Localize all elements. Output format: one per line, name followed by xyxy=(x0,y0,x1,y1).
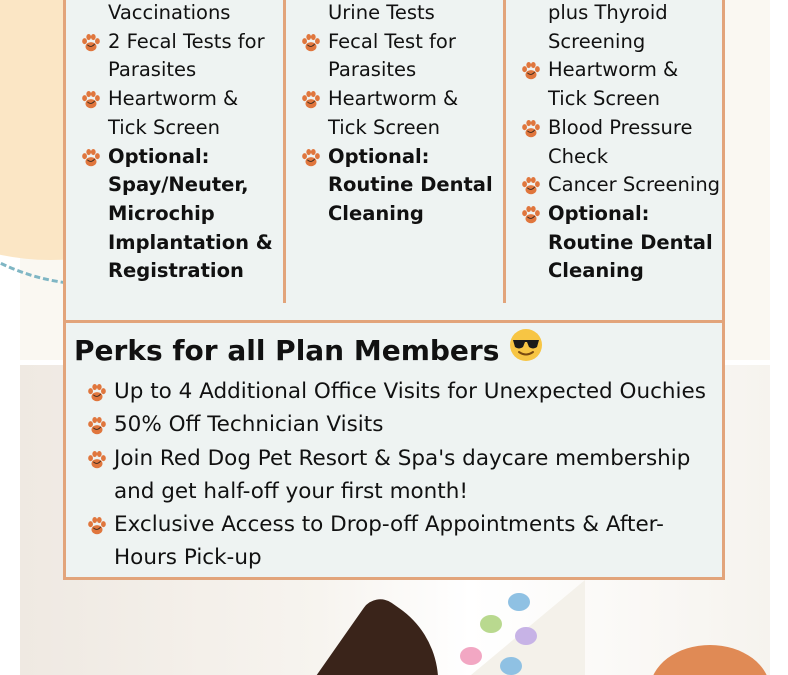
list-item-text: Cleaning xyxy=(548,259,644,283)
list-item xyxy=(74,508,706,541)
hat-dot xyxy=(500,657,522,675)
hat-dot xyxy=(515,627,537,645)
list-item xyxy=(518,200,720,229)
list-item xyxy=(518,0,720,28)
list-item-text: Routine Dental xyxy=(548,230,713,254)
perks-list xyxy=(74,375,706,575)
plan-column-2 xyxy=(286,0,506,303)
plan-column-3 xyxy=(506,0,722,303)
list-item-text: Registration xyxy=(108,259,244,283)
list-item xyxy=(518,28,720,57)
list-item-text: Heartworm & xyxy=(548,58,679,82)
list-item-text: Implantation & xyxy=(108,230,273,254)
list-item-text: Spay/Neuter, xyxy=(108,173,249,197)
list-item xyxy=(78,0,273,28)
list-item-text: and get half-off your first month! xyxy=(114,478,468,504)
list-item-text: Cancer Screening xyxy=(548,173,721,197)
list-item xyxy=(518,56,720,85)
list-item-text: Microchip xyxy=(108,201,215,225)
plan-feature-list xyxy=(298,0,493,229)
list-item-text: Parasites xyxy=(108,58,197,82)
hat-dot xyxy=(508,593,530,611)
list-item-text: Optional: xyxy=(548,201,650,225)
list-item xyxy=(78,85,273,114)
plan-column-1 xyxy=(66,0,286,303)
perks-section xyxy=(74,328,706,575)
list-item xyxy=(518,114,720,143)
list-item xyxy=(78,200,273,229)
sunglasses-smiley-icon xyxy=(509,328,543,373)
list-item-text: Urine Tests xyxy=(328,1,435,24)
list-item xyxy=(78,28,273,57)
list-item-text: Cleaning xyxy=(328,201,424,225)
list-item xyxy=(518,143,720,172)
plan-feature-list xyxy=(518,0,720,286)
list-item-text: Join Red Dog Pet Resort & Spa's daycare membership xyxy=(114,445,691,471)
hat-dot xyxy=(460,647,482,665)
list-item-text: Heartworm & xyxy=(328,87,459,111)
list-item xyxy=(518,171,720,200)
list-item xyxy=(74,541,706,574)
list-item xyxy=(298,85,493,114)
list-item xyxy=(298,0,493,28)
list-item xyxy=(518,85,720,114)
list-item xyxy=(518,257,720,286)
list-item-text: Tick Screen xyxy=(108,115,220,139)
list-item-text: Hours Pick-up xyxy=(114,545,262,571)
perks-heading xyxy=(74,328,706,373)
list-item-text: 50% Off Technician Visits xyxy=(114,412,384,438)
list-item-text: Parasites xyxy=(328,58,417,82)
list-item xyxy=(74,408,706,441)
list-item xyxy=(78,171,273,200)
list-item-text: Screening xyxy=(548,29,646,53)
list-item xyxy=(78,257,273,286)
list-item-text: Check xyxy=(548,144,608,168)
list-item xyxy=(298,171,493,200)
dog-ear xyxy=(306,591,473,675)
list-item xyxy=(78,143,273,172)
perks-title-text: Perks for all Plan Members xyxy=(74,333,500,367)
plan-feature-list xyxy=(78,0,273,286)
list-item xyxy=(298,114,493,143)
list-item-text: Tick Screen xyxy=(548,87,660,111)
list-item-text: Blood Pressure xyxy=(548,115,693,139)
list-item-text: Fecal Test for xyxy=(328,29,456,53)
hat-dot xyxy=(480,615,502,633)
list-item xyxy=(78,56,273,85)
list-item-text: Up to 4 Additional Office Visits for Unexpected Ouchies xyxy=(114,379,706,404)
list-item xyxy=(74,375,706,408)
list-item-text: 2 Fecal Tests for xyxy=(108,29,265,53)
list-item-text: Routine Dental xyxy=(328,173,493,197)
section-divider xyxy=(66,320,722,323)
list-item xyxy=(298,56,493,85)
decorative-orange-shape xyxy=(650,645,770,675)
list-item xyxy=(74,442,706,475)
list-item-text: Optional: xyxy=(108,144,210,168)
list-item xyxy=(298,200,493,229)
list-item-text: Tick Screen xyxy=(328,115,440,139)
list-item xyxy=(518,229,720,258)
list-item-text: plus Thyroid xyxy=(548,1,668,24)
wellness-plan-card xyxy=(63,0,725,580)
list-item xyxy=(78,114,273,143)
list-item-text: Vaccinations xyxy=(108,1,231,24)
list-item-text: Heartworm & xyxy=(108,87,239,111)
list-item xyxy=(74,475,706,508)
list-item xyxy=(298,143,493,172)
list-item-text: Exclusive Access to Drop-off Appointments & After- xyxy=(114,512,664,538)
list-item-text: Optional: xyxy=(328,144,430,168)
list-item xyxy=(78,229,273,258)
list-item xyxy=(298,28,493,57)
